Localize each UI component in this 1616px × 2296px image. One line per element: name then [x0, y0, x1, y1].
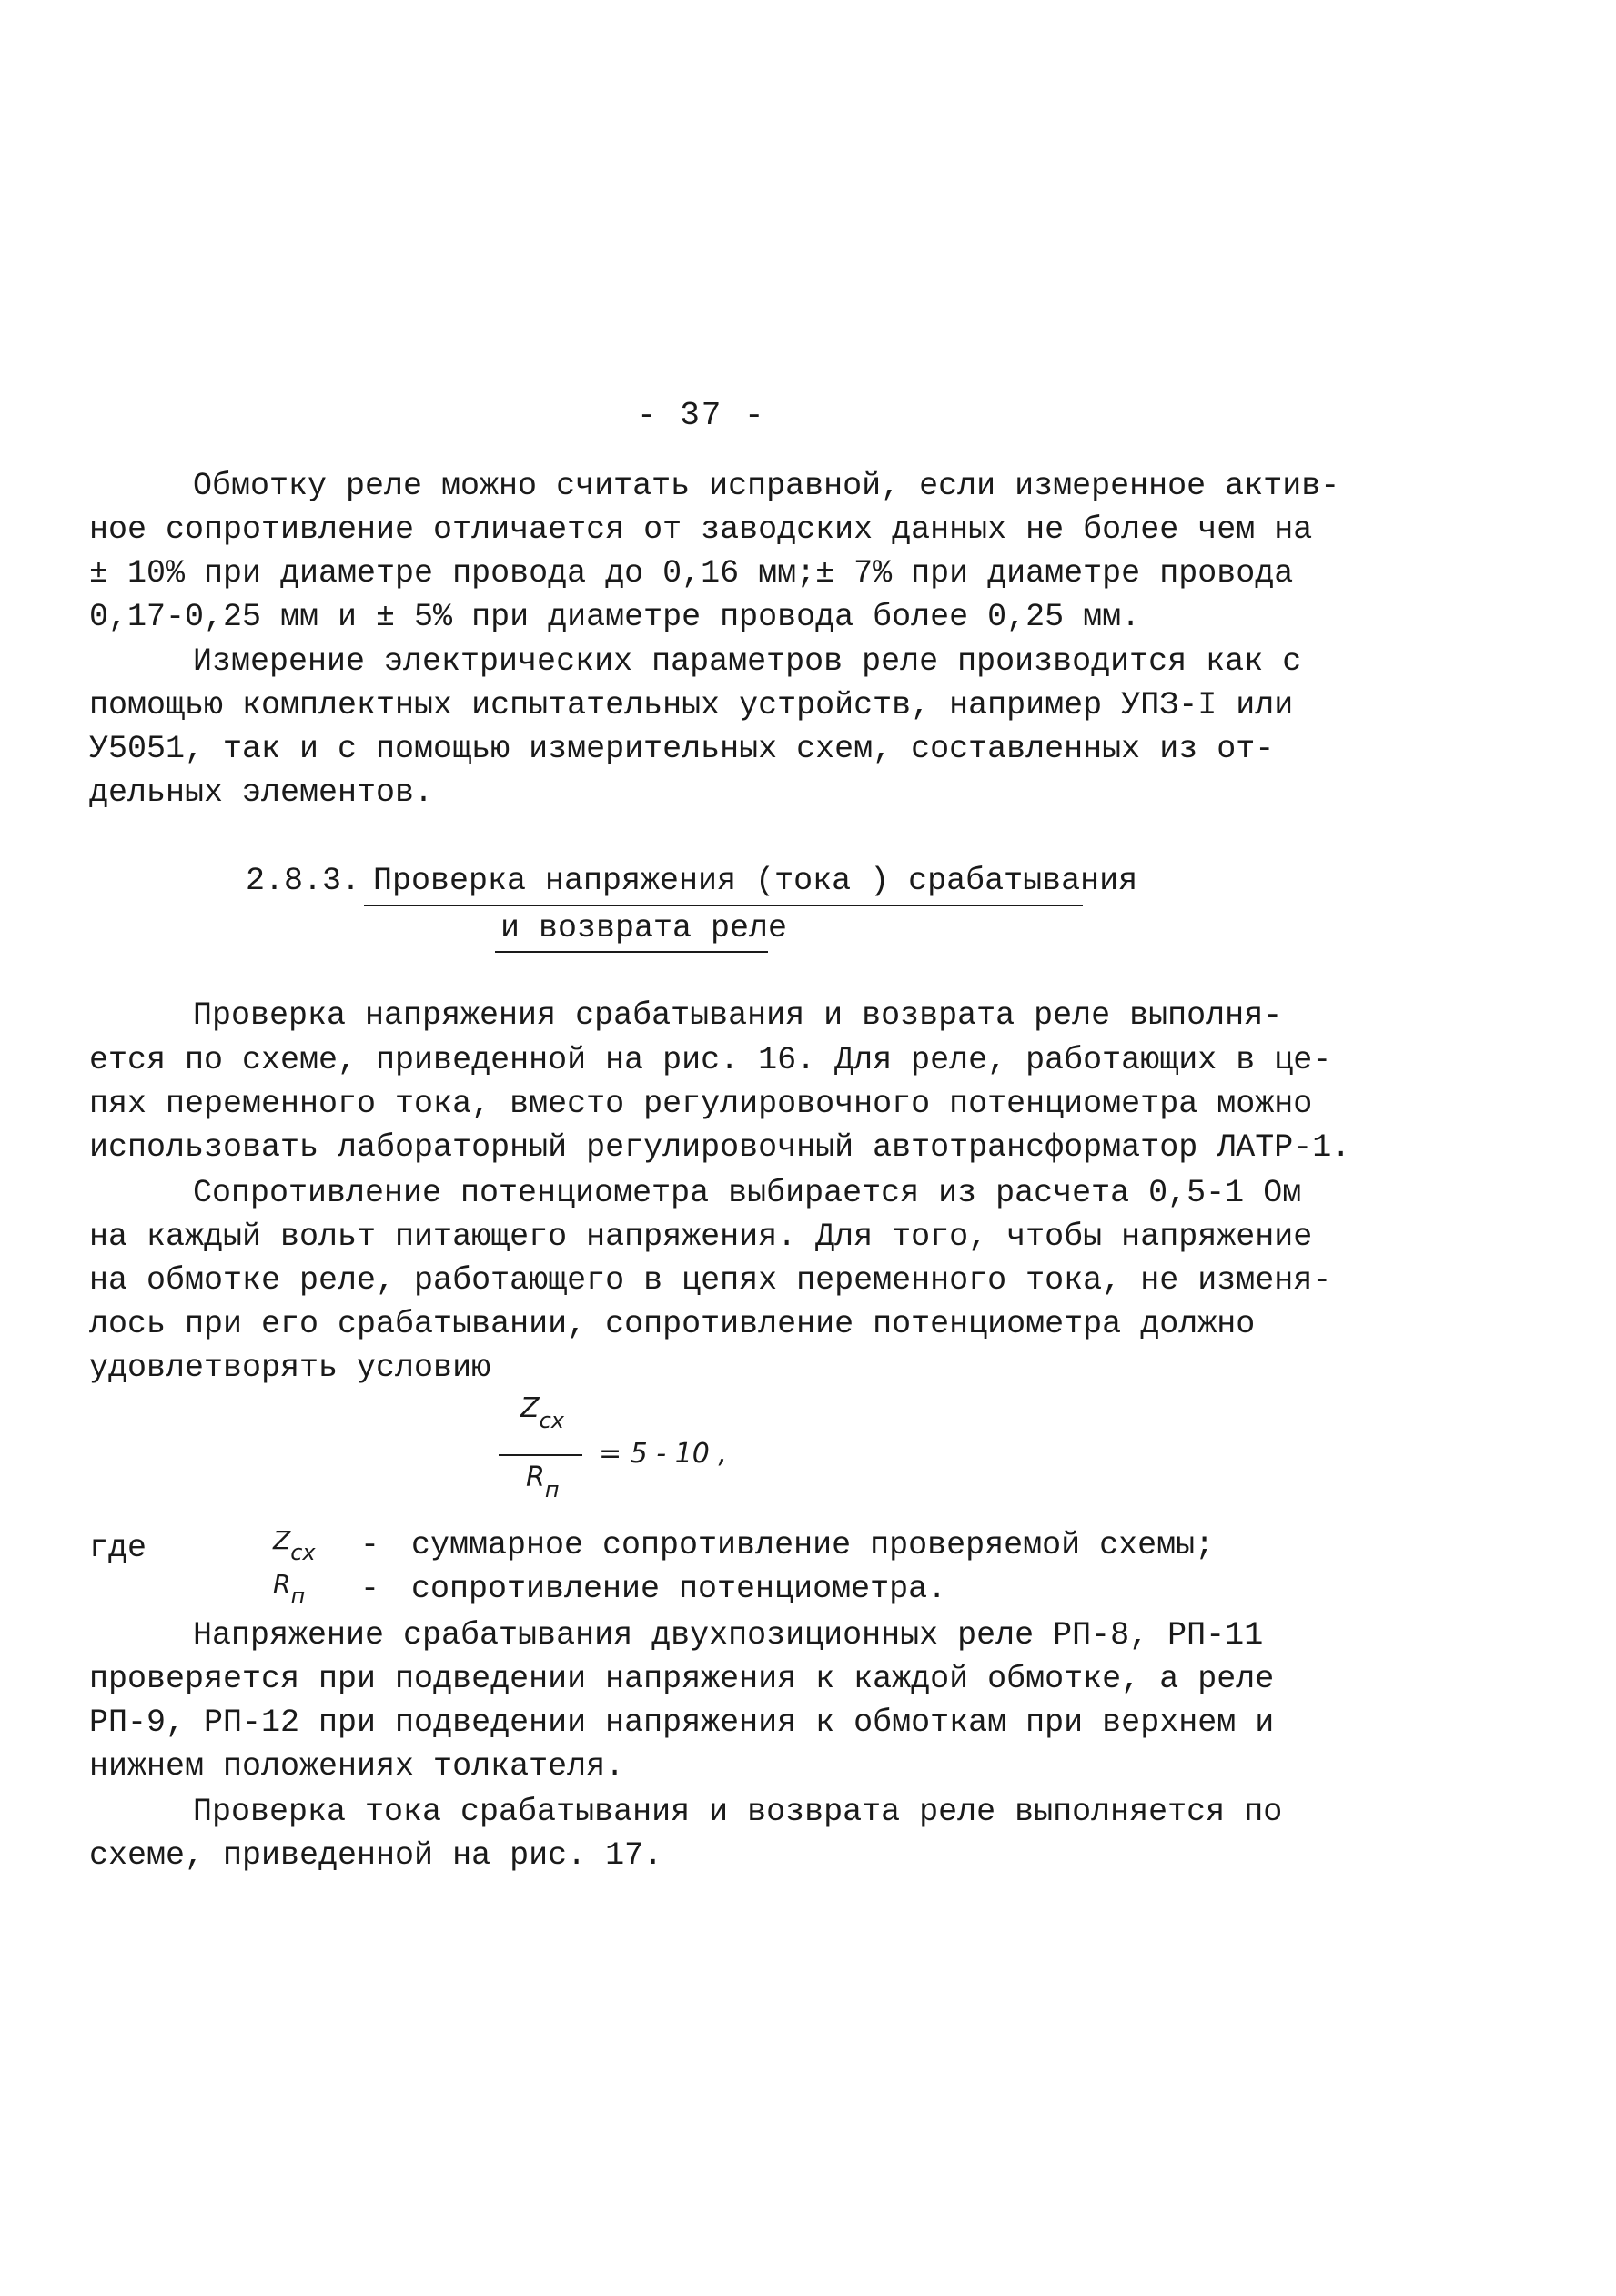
paragraph-line: лось при его срабатывании, сопротивление потенциометра должно	[89, 1306, 1256, 1342]
paragraph-line: пях переменного тока, вместо регулировочного потенциометра можно	[89, 1086, 1313, 1122]
paragraph-line: У5051, так и с помощью измерительных схем, составленных из от-	[89, 731, 1275, 767]
where-label: где	[89, 1530, 147, 1566]
paragraph-line: 0,17-0,25 мм и ± 5% при диаметре провода более 0,25 мм.	[89, 599, 1141, 635]
section-number: 2.8.3.	[246, 863, 361, 899]
paragraph-line: нижнем положениях толкателя.	[89, 1748, 625, 1785]
where-symbol: Z	[273, 1525, 291, 1555]
where-dash: -	[360, 1527, 380, 1563]
where-symbol: R	[273, 1569, 291, 1599]
section-title-line1: Проверка напряжения (тока ) срабатывания	[373, 863, 1138, 899]
fraction-bar	[499, 1454, 582, 1456]
paragraph-line: использовать лабораторный регулировочный автотрансформатор ЛАТР-1.	[89, 1129, 1351, 1166]
paragraph-line: ± 10% при диаметре провода до 0,16 мм;± 7% при диаметре провода	[89, 555, 1294, 592]
where-dash: -	[360, 1571, 380, 1607]
paragraph-line: Сопротивление потенциометра выбирается из расчета 0,5-1 Ом	[193, 1175, 1302, 1211]
paragraph-line: Проверка напряжения срабатывания и возврата реле выполня-	[193, 997, 1283, 1034]
section-title-underline	[495, 951, 768, 953]
formula-numerator: Z	[520, 1392, 540, 1424]
where-text: сопротивление потенциометра.	[411, 1571, 947, 1607]
paragraph-line: Напряжение срабатывания двухпозиционных реле РП-8, РП-11	[193, 1617, 1264, 1654]
paragraph-line: ется по схеме, приведенной на рис. 16. Для реле, работающих в це-	[89, 1042, 1332, 1078]
paragraph-line: ное сопротивление отличается от заводских данных не более чем на	[89, 511, 1313, 548]
paragraph-line: Измерение электрических параметров реле производится как с	[193, 643, 1302, 680]
where-text: суммарное сопротивление проверяемой схемы;	[411, 1527, 1215, 1563]
paragraph-line: Проверка тока срабатывания и возврата реле выполняется по	[193, 1794, 1283, 1830]
where-symbol-sub: сх	[290, 1540, 316, 1565]
formula-rhs: = 5 - 10 ,	[599, 1438, 727, 1470]
paragraph-line: схеме, приведенной на рис. 17.	[89, 1837, 663, 1874]
formula-denominator: R	[526, 1462, 545, 1493]
where-symbol-sub: п	[290, 1583, 306, 1609]
section-title-underline	[364, 905, 1083, 906]
paragraph-line: Обмотку реле можно считать исправной, если измеренное актив-	[193, 468, 1340, 504]
formula-numerator-sub: сх	[539, 1408, 564, 1433]
paragraph-line: на каждый вольт питающего напряжения. Для того, чтобы напряжение	[89, 1219, 1313, 1255]
paragraph-line: РП-9, РП-12 при подведении напряжения к обмоткам при верхнем и	[89, 1704, 1275, 1741]
paragraph-line: помощью комплектных испытательных устройств, например УПЗ-I или	[89, 687, 1294, 723]
paragraph-line: на обмотке реле, работающего в цепях переменного тока, не изменя-	[89, 1262, 1332, 1299]
section-title-line2: и возврата реле	[500, 910, 788, 946]
formula-denominator-sub: п	[544, 1477, 560, 1502]
paragraph-line: дельных элементов.	[89, 774, 434, 811]
page-number: - 37 -	[637, 397, 766, 434]
paragraph-line: удовлетворять условию	[89, 1350, 491, 1386]
paragraph-line: проверяется при подведении напряжения к каждой обмотке, а реле	[89, 1661, 1275, 1697]
